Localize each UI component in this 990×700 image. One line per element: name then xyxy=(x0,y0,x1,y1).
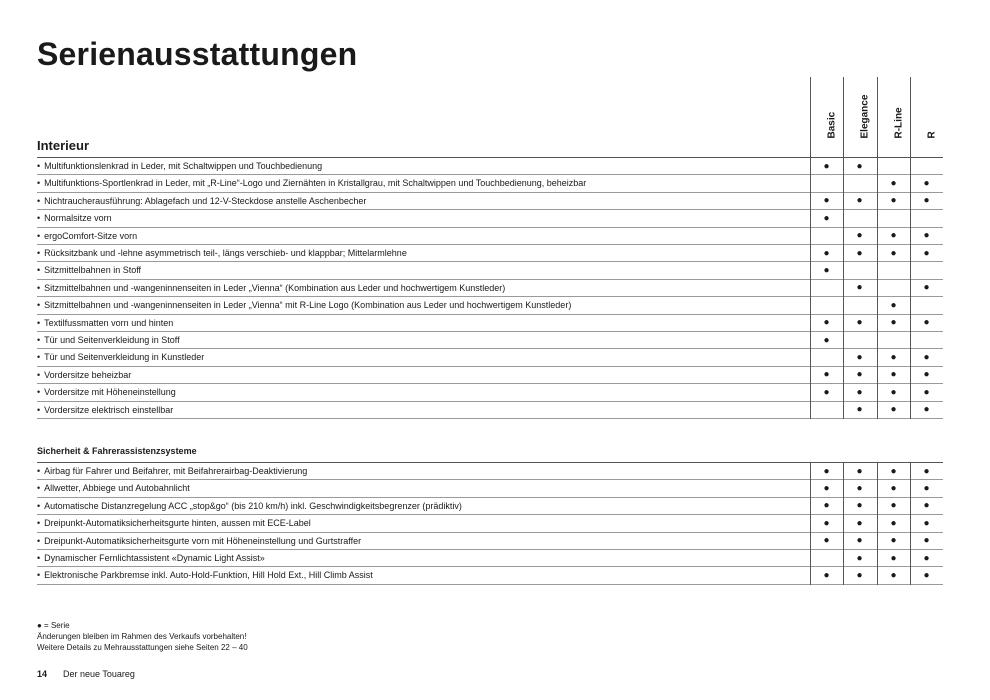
availability-cell-basic xyxy=(810,175,843,191)
availability-cell-elegance xyxy=(843,315,876,331)
feature-text: Vordersitze elektrisch einstellbar xyxy=(44,404,174,415)
availability-cell-r xyxy=(910,550,943,566)
standard-dot-icon: ● xyxy=(890,195,897,207)
standard-dot-icon: ● xyxy=(923,230,930,242)
table-row xyxy=(37,175,943,192)
availability-cell-r xyxy=(910,567,943,583)
bullet-icon: • xyxy=(37,404,41,415)
bullet-icon: • xyxy=(37,387,41,398)
availability-cell-r-line xyxy=(877,349,910,365)
standard-dot-icon: ● xyxy=(890,552,897,564)
table-row xyxy=(37,384,943,401)
feature-label xyxy=(37,213,112,223)
availability-cell-r-line xyxy=(877,402,910,418)
column-header-label: R xyxy=(926,131,937,139)
bullet-icon: • xyxy=(37,466,41,476)
availability-cell-basic xyxy=(810,245,843,261)
availability-cell-elegance xyxy=(843,280,876,296)
availability-cell-r-line xyxy=(877,567,910,583)
feature-text: Tür und Seitenverkleidung in Stoff xyxy=(44,335,180,345)
availability-cell-r xyxy=(910,384,943,400)
standard-dot-icon: ● xyxy=(890,369,897,381)
feature-label xyxy=(37,178,586,188)
standard-dot-icon: ● xyxy=(823,195,830,207)
feature-label xyxy=(37,335,180,345)
reference-note: Weitere Details zu Mehrausstattungen siehe Seiten 22 – 40 xyxy=(37,643,248,652)
availability-cell-r xyxy=(910,332,943,348)
availability-cell-basic xyxy=(810,515,843,531)
bullet-icon: • xyxy=(37,369,41,380)
section-heading-sicherheit: Sicherheit & Fahrerassistenzsysteme xyxy=(37,446,197,456)
standard-dot-icon: ● xyxy=(890,404,897,416)
feature-text: Dreipunkt-Automatiksicherheitsgurte vorn mit Höheneinstellung und Gurtstraffer xyxy=(44,535,362,546)
bullet-icon: • xyxy=(37,248,41,258)
feature-label xyxy=(37,405,173,415)
column-header-r xyxy=(910,77,943,147)
availability-cell-r-line xyxy=(877,533,910,549)
table-row xyxy=(37,262,943,279)
column-divider xyxy=(877,77,878,419)
bullet-icon: • xyxy=(37,300,41,311)
availability-cell-r-line xyxy=(877,280,910,296)
availability-cell-r xyxy=(910,498,943,514)
feature-label xyxy=(37,318,173,328)
standard-dot-icon: ● xyxy=(823,483,830,495)
feature-text: Multifunktionslenkrad in Leder, mit Schaltwippen und Touchbedienung xyxy=(44,161,323,171)
feature-label xyxy=(37,553,265,563)
availability-cell-basic xyxy=(810,280,843,296)
bullet-icon: • xyxy=(37,518,41,529)
disclaimer-note: Änderungen bleiben im Rahmen des Verkaufs vorbehalten! xyxy=(37,632,247,641)
availability-cell-r-line xyxy=(877,463,910,479)
availability-cell-r-line xyxy=(877,175,910,191)
table-row xyxy=(37,280,943,297)
availability-cell-elegance xyxy=(843,367,876,383)
standard-dot-icon: ● xyxy=(856,570,863,582)
standard-dot-icon: ● xyxy=(823,465,830,477)
standard-dot-icon: ● xyxy=(923,386,930,398)
standard-dot-icon: ● xyxy=(890,317,897,329)
standard-dot-icon: ● xyxy=(923,500,930,512)
feature-text: Tür und Seitenverkleidung in Kunstleder xyxy=(44,352,205,363)
table-row xyxy=(37,367,943,384)
availability-cell-basic xyxy=(810,480,843,496)
availability-cell-r xyxy=(910,463,943,479)
page-number: 14 xyxy=(37,669,48,679)
standard-dot-icon: ● xyxy=(823,265,830,277)
availability-cell-r-line xyxy=(877,515,910,531)
feature-text: Vordersitze mit Höheneinstellung xyxy=(44,387,176,398)
standard-dot-icon: ● xyxy=(890,230,897,242)
availability-cell-r xyxy=(910,245,943,261)
column-header-label: R-Line xyxy=(893,107,904,139)
availability-cell-r-line xyxy=(877,158,910,174)
availability-cell-r xyxy=(910,228,943,244)
feature-text: Dreipunkt-Automatiksicherheitsgurte hinten, aussen mit ECE-Label xyxy=(44,518,311,529)
standard-dot-icon: ● xyxy=(823,570,830,582)
table-row xyxy=(37,297,943,314)
availability-cell-r-line xyxy=(877,332,910,348)
availability-cell-elegance xyxy=(843,533,876,549)
standard-dot-icon: ● xyxy=(856,517,863,529)
availability-cell-basic xyxy=(810,384,843,400)
availability-cell-r xyxy=(910,193,943,209)
table-row xyxy=(37,193,943,210)
feature-text: Multifunktions-Sportlenkrad in Leder, mit „R-Line“-Logo und Ziernähten in Kristallgrau, mit Schaltwippen und Touchbedienung, beheizbar xyxy=(44,178,587,189)
table-row xyxy=(37,567,943,584)
availability-cell-elegance xyxy=(843,245,876,261)
availability-cell-elegance xyxy=(843,175,876,191)
availability-cell-basic xyxy=(810,228,843,244)
standard-dot-icon: ● xyxy=(823,247,830,259)
bullet-icon: • xyxy=(37,335,41,345)
standard-dot-icon: ● xyxy=(856,160,863,172)
standard-dot-icon: ● xyxy=(856,465,863,477)
feature-label xyxy=(37,231,137,241)
feature-text: Rücksitzbank und -lehne asymmetrisch teil-, längs verschieb- und klappbar; Mittelarmlehne xyxy=(44,248,407,258)
standard-dot-icon: ● xyxy=(923,517,930,529)
section-heading-interieur: Interieur xyxy=(37,138,90,153)
standard-dot-icon: ● xyxy=(923,483,930,495)
feature-text: Nichtraucherausführung: Ablagefach und 12-V-Steckdose anstelle Aschenbecher xyxy=(44,195,367,206)
table-row xyxy=(37,550,943,567)
legend-note: ● = Serie xyxy=(37,621,70,630)
feature-text: Vordersitze beheizbar xyxy=(44,369,132,380)
table-row xyxy=(37,315,943,332)
standard-dot-icon: ● xyxy=(923,570,930,582)
standard-dot-icon: ● xyxy=(856,195,863,207)
standard-dot-icon: ● xyxy=(923,535,930,547)
availability-cell-elegance xyxy=(843,498,876,514)
availability-cell-elegance xyxy=(843,158,876,174)
table-row xyxy=(37,245,943,262)
availability-cell-r xyxy=(910,297,943,313)
feature-text: Dynamischer Fernlichtassistent «Dynamic Light Assist» xyxy=(44,553,265,563)
feature-label xyxy=(37,466,307,476)
standard-dot-icon: ● xyxy=(890,570,897,582)
table-row xyxy=(37,480,943,497)
standard-dot-icon: ● xyxy=(856,247,863,259)
availability-cell-basic xyxy=(810,463,843,479)
standard-dot-icon: ● xyxy=(890,386,897,398)
availability-cell-r-line xyxy=(877,262,910,278)
feature-text: Sitzmittelbahnen in Stoff xyxy=(44,265,142,276)
availability-cell-elegance xyxy=(843,384,876,400)
standard-dot-icon: ● xyxy=(823,386,830,398)
bullet-icon: • xyxy=(37,178,41,189)
standard-dot-icon: ● xyxy=(856,500,863,512)
availability-cell-elegance xyxy=(843,480,876,496)
bullet-icon: • xyxy=(37,553,41,563)
standard-dot-icon: ● xyxy=(856,282,863,294)
table-row xyxy=(37,402,943,419)
table-row xyxy=(37,210,943,227)
feature-label xyxy=(37,352,204,362)
availability-cell-r-line xyxy=(877,315,910,331)
standard-dot-icon: ● xyxy=(890,517,897,529)
availability-cell-basic xyxy=(810,158,843,174)
standard-dot-icon: ● xyxy=(890,535,897,547)
feature-label xyxy=(37,387,176,397)
standard-dot-icon: ● xyxy=(856,352,863,364)
column-divider xyxy=(910,77,911,419)
standard-dot-icon: ● xyxy=(923,369,930,381)
availability-cell-r xyxy=(910,349,943,365)
availability-cell-basic xyxy=(810,567,843,583)
column-divider xyxy=(810,77,811,419)
table-row xyxy=(37,498,943,515)
availability-cell-r xyxy=(910,280,943,296)
column-header-label: Elegance xyxy=(859,94,870,139)
availability-cell-r xyxy=(910,480,943,496)
table-row xyxy=(37,332,943,349)
feature-text: Elektronische Parkbremse inkl. Auto-Hold-Funktion, Hill Hold Ext., Hill Climb Assist xyxy=(44,570,373,581)
bullet-icon: • xyxy=(37,161,41,171)
availability-cell-elegance xyxy=(843,349,876,365)
feature-label xyxy=(37,196,366,206)
column-divider xyxy=(843,77,844,419)
feature-label xyxy=(37,161,322,171)
standard-dot-icon: ● xyxy=(856,483,863,495)
standard-dot-icon: ● xyxy=(856,317,863,329)
feature-text: Sitzmittelbahnen und -wangeninnenseiten in Leder „Vienna“ mit R-Line Logo (Kombination aus Leder und hochwertigem Kunstleder) xyxy=(44,300,572,311)
feature-label xyxy=(37,501,462,511)
availability-cell-r xyxy=(910,367,943,383)
availability-cell-elegance xyxy=(843,262,876,278)
feature-label xyxy=(37,265,141,275)
feature-text: Airbag für Fahrer und Beifahrer, mit Beifahrerairbag-Deaktivierung xyxy=(44,466,308,476)
availability-cell-basic xyxy=(810,367,843,383)
standard-dot-icon: ● xyxy=(823,334,830,346)
availability-cell-basic xyxy=(810,498,843,514)
availability-cell-r-line xyxy=(877,210,910,226)
publication-title: Der neue Touareg xyxy=(63,669,135,679)
bullet-icon: • xyxy=(37,230,41,241)
availability-cell-elegance xyxy=(843,567,876,583)
table-row xyxy=(37,463,943,480)
standard-dot-icon: ● xyxy=(890,299,897,311)
standard-dot-icon: ● xyxy=(890,465,897,477)
standard-dot-icon: ● xyxy=(856,369,863,381)
availability-cell-elegance xyxy=(843,402,876,418)
availability-cell-r xyxy=(910,315,943,331)
feature-label xyxy=(37,370,131,380)
standard-dot-icon: ● xyxy=(890,178,897,190)
availability-cell-basic xyxy=(810,349,843,365)
availability-cell-r xyxy=(910,175,943,191)
table-row xyxy=(37,158,943,175)
bullet-icon: • xyxy=(37,535,41,546)
feature-label xyxy=(37,283,505,293)
bullet-icon: • xyxy=(37,352,41,363)
column-divider xyxy=(810,462,811,585)
column-header-label: Basic xyxy=(826,111,837,139)
column-header-r-line xyxy=(877,77,910,147)
availability-cell-r-line xyxy=(877,367,910,383)
availability-cell-basic xyxy=(810,332,843,348)
availability-cell-elegance xyxy=(843,297,876,313)
availability-cell-r-line xyxy=(877,297,910,313)
feature-text: Normalsitze vorn xyxy=(44,213,112,224)
table-row xyxy=(37,533,943,550)
bullet-icon: • xyxy=(37,282,41,293)
feature-text: Allwetter, Abbiege und Autobahnlicht xyxy=(44,483,190,494)
availability-cell-elegance xyxy=(843,515,876,531)
column-divider xyxy=(910,462,911,585)
bullet-icon: • xyxy=(37,483,41,494)
standard-dot-icon: ● xyxy=(823,317,830,329)
availability-cell-basic xyxy=(810,315,843,331)
availability-cell-r xyxy=(910,210,943,226)
standard-dot-icon: ● xyxy=(823,500,830,512)
feature-label xyxy=(37,570,373,580)
availability-cell-r xyxy=(910,515,943,531)
availability-cell-basic xyxy=(810,533,843,549)
availability-cell-r-line xyxy=(877,245,910,261)
standard-dot-icon: ● xyxy=(856,552,863,564)
standard-dot-icon: ● xyxy=(923,282,930,294)
standard-dot-icon: ● xyxy=(856,535,863,547)
feature-label xyxy=(37,483,190,493)
table-row xyxy=(37,515,943,532)
availability-cell-elegance xyxy=(843,332,876,348)
standard-dot-icon: ● xyxy=(923,352,930,364)
standard-dot-icon: ● xyxy=(890,483,897,495)
standard-dot-icon: ● xyxy=(823,160,830,172)
availability-cell-basic xyxy=(810,550,843,566)
standard-dot-icon: ● xyxy=(856,404,863,416)
standard-dot-icon: ● xyxy=(923,317,930,329)
availability-cell-elegance xyxy=(843,463,876,479)
feature-label xyxy=(37,518,311,528)
standard-dot-icon: ● xyxy=(923,465,930,477)
standard-dot-icon: ● xyxy=(856,386,863,398)
column-divider xyxy=(843,462,844,585)
availability-cell-r-line xyxy=(877,228,910,244)
availability-cell-basic xyxy=(810,210,843,226)
availability-cell-basic xyxy=(810,262,843,278)
availability-cell-r-line xyxy=(877,498,910,514)
bullet-icon: • xyxy=(37,500,41,511)
availability-cell-r xyxy=(910,402,943,418)
standard-dot-icon: ● xyxy=(823,369,830,381)
availability-cell-basic xyxy=(810,402,843,418)
feature-text: Automatische Distanzregelung ACC „stop&go“ (bis 210 km/h) inkl. Geschwindigkeitsbegrenzer (prädiktiv) xyxy=(44,500,462,511)
availability-cell-r xyxy=(910,158,943,174)
standard-dot-icon: ● xyxy=(890,247,897,259)
availability-cell-r-line xyxy=(877,480,910,496)
feature-text: Sitzmittelbahnen und -wangeninnenseiten in Leder „Vienna“ (Kombination aus Leder und hochwertigem Kunstleder) xyxy=(44,282,506,293)
bullet-icon: • xyxy=(37,317,41,328)
feature-text: ergoComfort-Sitze vorn xyxy=(44,230,138,241)
standard-dot-icon: ● xyxy=(923,195,930,207)
column-divider xyxy=(877,462,878,585)
standard-dot-icon: ● xyxy=(823,535,830,547)
standard-dot-icon: ● xyxy=(823,212,830,224)
availability-cell-elegance xyxy=(843,210,876,226)
bullet-icon: • xyxy=(37,570,41,581)
table-row xyxy=(37,349,943,366)
standard-dot-icon: ● xyxy=(856,230,863,242)
availability-cell-elegance xyxy=(843,228,876,244)
standard-dot-icon: ● xyxy=(890,352,897,364)
bullet-icon: • xyxy=(37,265,41,276)
table-row xyxy=(37,228,943,245)
availability-cell-elegance xyxy=(843,193,876,209)
column-header-elegance xyxy=(843,77,876,147)
feature-label xyxy=(37,300,571,310)
feature-text: Textilfussmatten vorn und hinten xyxy=(44,317,174,328)
availability-cell-basic xyxy=(810,297,843,313)
column-header-basic xyxy=(810,77,843,147)
standard-dot-icon: ● xyxy=(923,178,930,190)
feature-label xyxy=(37,248,407,258)
standard-dot-icon: ● xyxy=(890,500,897,512)
availability-cell-r-line xyxy=(877,193,910,209)
availability-cell-r-line xyxy=(877,550,910,566)
standard-dot-icon: ● xyxy=(923,247,930,259)
availability-cell-r xyxy=(910,533,943,549)
feature-label xyxy=(37,536,361,546)
standard-dot-icon: ● xyxy=(823,517,830,529)
bullet-icon: • xyxy=(37,213,41,224)
bullet-icon: • xyxy=(37,195,41,206)
availability-cell-basic xyxy=(810,193,843,209)
availability-cell-r xyxy=(910,262,943,278)
standard-dot-icon: ● xyxy=(923,404,930,416)
availability-cell-r-line xyxy=(877,384,910,400)
page-title: Serienausstattungen xyxy=(37,36,358,72)
standard-dot-icon: ● xyxy=(923,552,930,564)
availability-cell-elegance xyxy=(843,550,876,566)
